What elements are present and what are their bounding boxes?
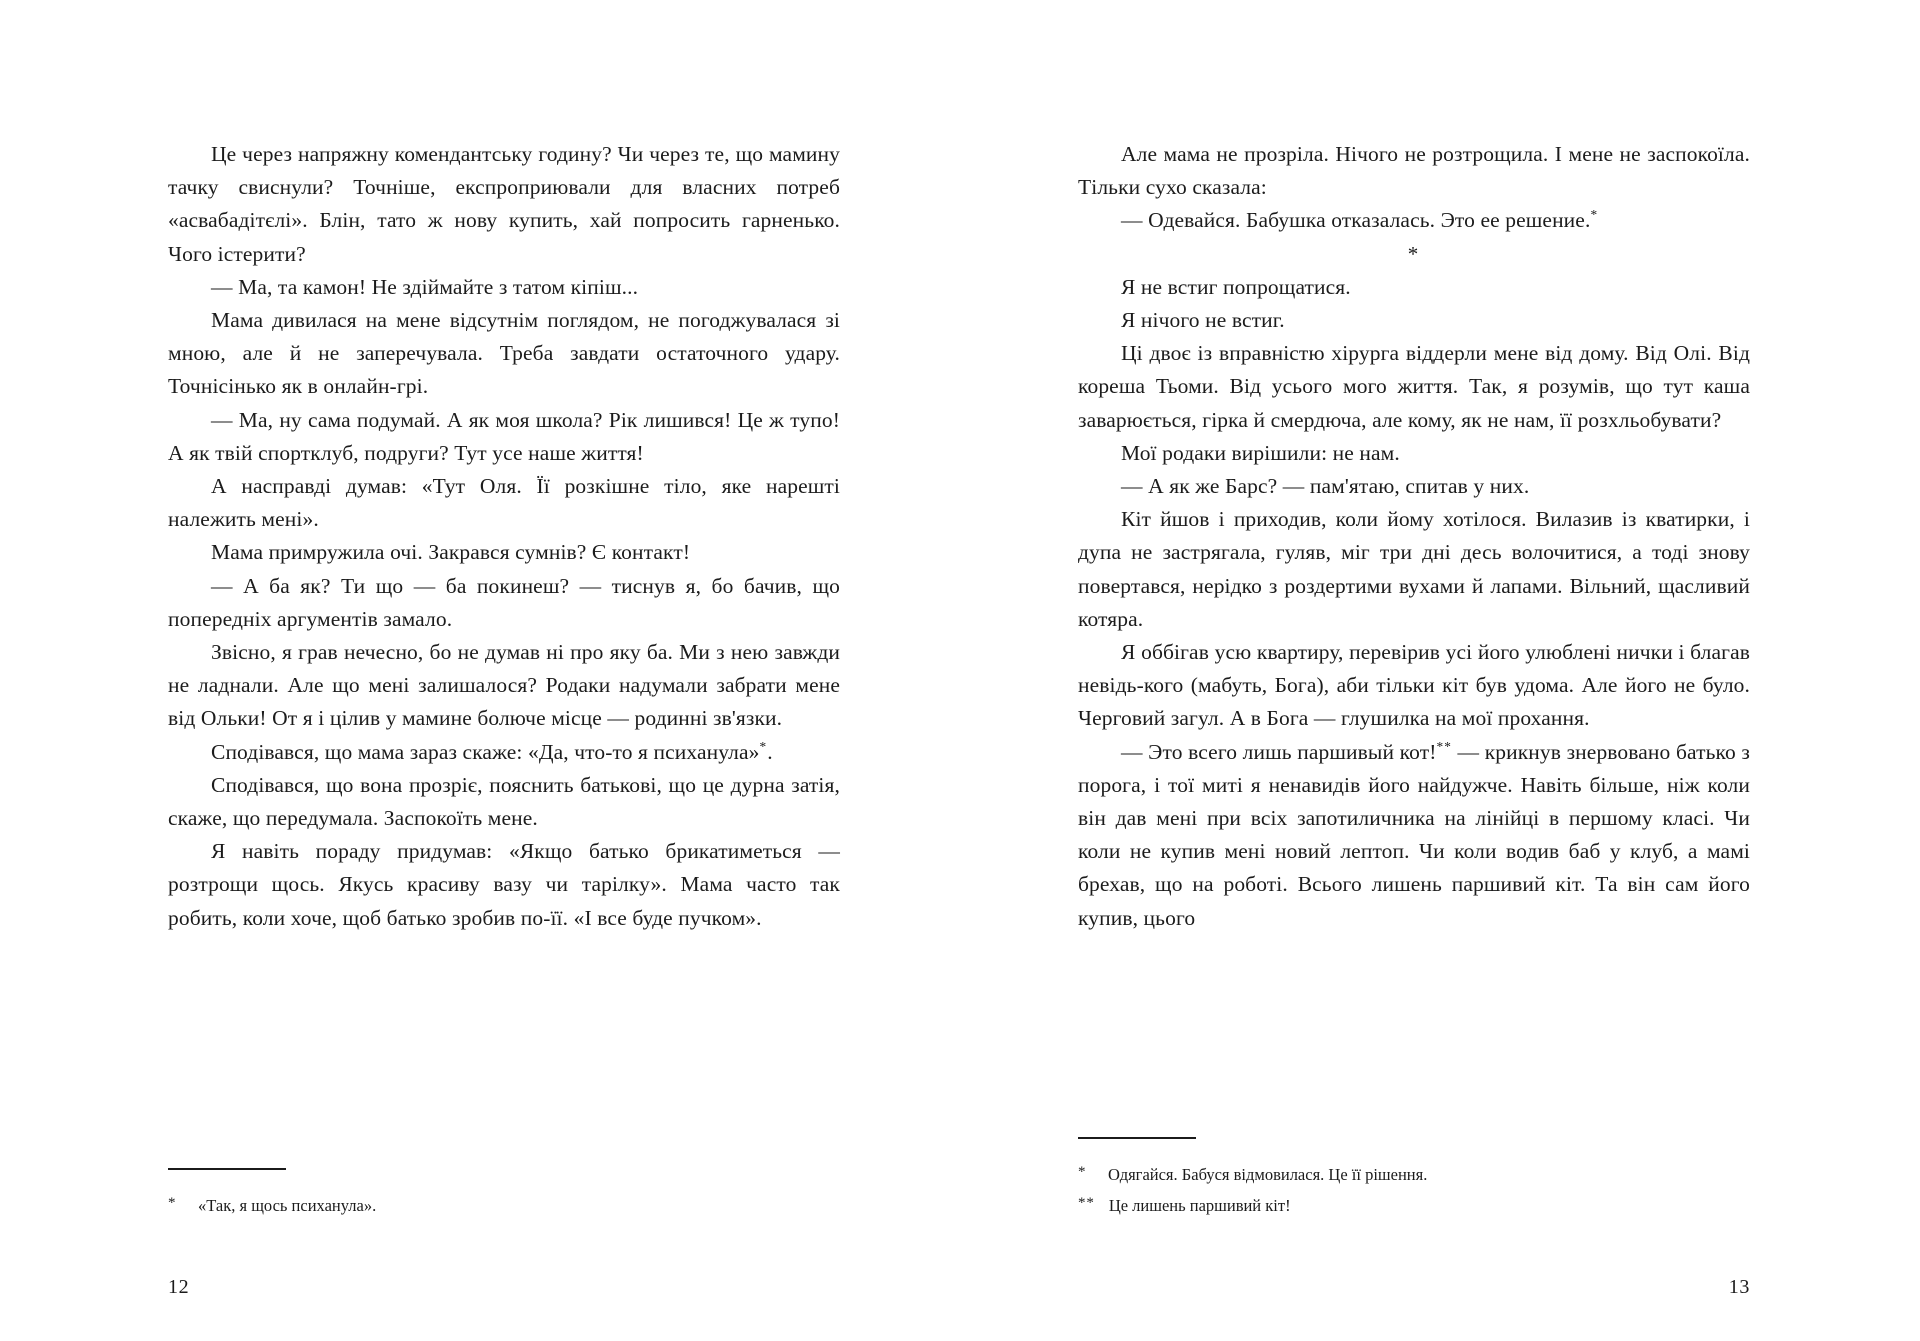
paragraph: Але мама не прозріла. Нічого не розтрощила. І мене не заспокоїла. Тільки сухо сказала: bbox=[1078, 142, 1750, 200]
right-page-body bbox=[1078, 138, 1750, 935]
paragraph: Звісно, я грав нечесно, бо не думав ні про яку ба. Ми з нею завжди не ладнали. Але що мені залишалося? Родаки надумали забрати мене від Ольки! От я і цілив у мамине болюче місце — родинні зв'язки. bbox=[168, 640, 840, 731]
page-number-right: 13 bbox=[1728, 1276, 1750, 1298]
footnote-rule bbox=[1078, 1137, 1196, 1139]
paragraph: А насправді думав: «Тут Оля. Її розкішне тіло, яке нарешті належить мені». bbox=[168, 474, 840, 532]
paragraph-with-footnote: — Одевайся. Бабушка отказалась. Это ее решение.* bbox=[1121, 207, 1599, 233]
footnote-item bbox=[168, 1192, 840, 1219]
left-page-body bbox=[168, 138, 840, 935]
right-page bbox=[960, 0, 1920, 1341]
paragraph: — Ма, та камон! Не здіймайте з татом кіпіш... bbox=[211, 274, 639, 299]
paragraph: Я не встиг попрощатися. bbox=[1121, 274, 1351, 299]
paragraph: Я нічого не встиг. bbox=[1121, 308, 1285, 333]
paragraph: Мама дивилася на мене відсутнім поглядом, не погоджувалася зі мною, але й не заперечувала. Треба завдати остаточного удару. Точнісінько як в онлайн-грі. bbox=[168, 308, 840, 399]
left-page-footnotes bbox=[168, 1168, 840, 1223]
footnote-reference[interactable]: * bbox=[759, 738, 768, 754]
right-page-footnotes bbox=[1078, 1137, 1750, 1223]
paragraph-with-footnote: Сподівався, що мама зараз скаже: «Да, что-то я психанула»*. bbox=[211, 738, 773, 764]
paragraph: Я навіть пораду придумав: «Якщо батько брикатиметься — розтрощи щось. Якусь красиву вазу чи тарілку». Мама часто так робить, коли хоче, щоб батько зробив по-її. «І все буде пучком». bbox=[168, 839, 840, 930]
paragraph: — Ма, ну сама подумай. А як моя школа? Рік лишився! Це ж тупо! А як твій спортклуб, подруги? Тут усе наше життя! bbox=[168, 407, 840, 465]
paragraph: — А як же Барс? — пам'ятаю, спитав у них. bbox=[1121, 474, 1530, 499]
paragraph: Ці двоє із вправністю хірурга віддерли мене від дому. Від Олі. Від кореша Тьоми. Від усього мого життя. Так, я розумів, що тут каша заварюється, гірка й смердюча, але кому, як не нам, її розхльобувати? bbox=[1078, 341, 1750, 432]
footnote-item bbox=[1078, 1161, 1750, 1188]
paragraph: Сподівався, що вона прозріє, пояснить батькові, що це дурна затія, скаже, що передумала. Заспокоїть мене. bbox=[168, 772, 840, 831]
section-break: * bbox=[1407, 241, 1421, 266]
footnote-reference[interactable]: ** bbox=[1436, 738, 1452, 754]
footnote-rule bbox=[168, 1168, 286, 1170]
page-number-left: 12 bbox=[168, 1276, 190, 1298]
paragraph-text: Сподівався, що мама зараз скаже: «Да, что-то я психанула» bbox=[211, 739, 760, 764]
paragraph-text: — Это всего лишь паршивый кот! bbox=[1121, 739, 1437, 764]
footnote-text: «Так, я щось психанула». bbox=[198, 1196, 377, 1215]
footnote-item bbox=[1078, 1192, 1750, 1219]
footnote-text: Одягайся. Бабуся відмовилася. Це її рішення. bbox=[1108, 1165, 1428, 1184]
footnote-reference[interactable]: * bbox=[1590, 207, 1599, 223]
footnote-marker: ** bbox=[1078, 1195, 1095, 1211]
paragraph: Це через напряжну комендантську годину? Чи через те, що мамину тачку свиснули? Точніше, експроприювали для власних потреб «асвабадітєлі». Блін, тато ж нову купить, хай попросить гарненько. Чого істерити? bbox=[168, 142, 840, 266]
paragraph: Мої родаки вирішили: не нам. bbox=[1121, 440, 1400, 465]
paragraph: — А ба як? Ти що — ба покинеш? — тиснув я, бо бачив, що попередніх аргументів замало. bbox=[168, 573, 840, 631]
footnote-text: Це лишень паршивий кіт! bbox=[1108, 1196, 1291, 1215]
paragraph-text-continued: — крикнув знервовано батько з порога, і тої миті я ненавидів його найдужче. Навіть більше, ніж коли він дав мені при всіх запотиличника на лінійці в першому класі. Чи коли не купив мені новий лептоп. Чи коли водив баб у клуб, а мамі брехав, що на роботі. Всього лишень паршивий кіт. Та він сам його купив, цього bbox=[1078, 739, 1750, 930]
paragraph: Кіт йшов і приходив, коли йому хотілося. Вилазив із кватирки, і дупа не застрягала, гуляв, міг три дні десь волочитися, а тоді знову повертався, нерідко з роздертими вухами й лапами. Вільний, щасливий котяра. bbox=[1078, 507, 1750, 631]
paragraph-text: — Одевайся. Бабушка отказалась. Это ее решение bbox=[1121, 208, 1585, 233]
paragraph: Мама примружила очі. Закрався сумнів? Є контакт! bbox=[211, 540, 691, 565]
paragraph: Я оббігав усю квартиру, перевірив усі його улюблені нички і благав невідь-кого (мабуть, Бога), аби тільки кіт був удома. Але його не було. Черговий загул. А в Бога — глушилка на мої прохання. bbox=[1078, 640, 1750, 731]
footnote-marker: * bbox=[1078, 1164, 1087, 1180]
footnote-marker: * bbox=[168, 1195, 177, 1211]
paragraph-with-footnote bbox=[1078, 736, 1750, 935]
